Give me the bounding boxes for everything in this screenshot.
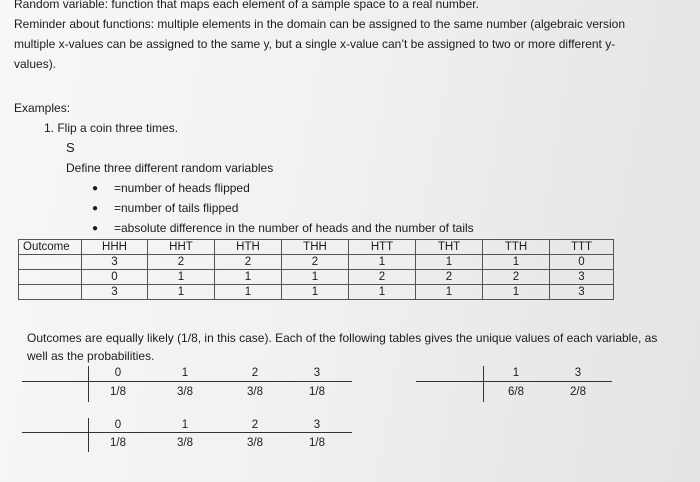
table-cell: 3: [550, 270, 614, 285]
bullet-marker: ●: [92, 183, 99, 194]
probabilities-line-1: Outcomes are equally likely (1/8, in this case). Each of the following tables gives the unique values of each variable, as: [27, 331, 658, 345]
table-cell: 1: [416, 255, 483, 270]
reminder-line-2: multiple x-values can be assigned to the same y, but a single x-value can’t be assigned to two or more different y-: [14, 37, 616, 51]
outcome-row-label: Outcome: [19, 240, 82, 255]
outcome-header: THH: [282, 240, 349, 255]
value-cell: 1: [512, 367, 520, 379]
outcome-header: HHT: [148, 240, 215, 255]
value-cell: 3: [574, 367, 582, 379]
table-cell: 0: [82, 270, 148, 285]
value-cell: 2: [251, 419, 259, 431]
bullet-marker: ●: [92, 223, 99, 234]
outcome-header: TTH: [483, 240, 550, 255]
divider: [22, 432, 352, 433]
sample-space-label: S: [66, 140, 75, 155]
outcome-table: [18, 239, 614, 300]
prob-cell: 1/8: [110, 386, 126, 398]
bullet-item-heads: =number of heads flipped: [114, 181, 250, 195]
prob-cell: 1/8: [309, 386, 325, 398]
table-cell: 2: [416, 270, 483, 285]
value-cell: 1: [181, 367, 189, 379]
value-cell: 3: [313, 367, 321, 379]
outcome-header: HTT: [349, 240, 416, 255]
example-item-1: 1. Flip a coin three times.: [44, 121, 179, 135]
table-row: [19, 240, 614, 255]
outcome-header: THT: [416, 240, 483, 255]
table-cell: 3: [550, 285, 614, 300]
divider: [88, 418, 89, 452]
prob-cell: 1/8: [110, 437, 126, 449]
prob-cell: 6/8: [508, 386, 524, 398]
definition-line: Random variable: function that maps each element of a sample space to a real number.: [14, 0, 479, 11]
divider: [88, 366, 89, 402]
table-cell: 2: [349, 270, 416, 285]
table-cell: 2: [148, 255, 215, 270]
table-cell: 1: [483, 285, 550, 300]
table-cell: [19, 285, 82, 300]
divider: [22, 381, 352, 382]
table-cell: [19, 270, 82, 285]
outcome-header: HTH: [215, 240, 282, 255]
bullet-marker: ●: [92, 203, 99, 214]
divider: [416, 381, 612, 382]
table-cell: 2: [483, 270, 550, 285]
prob-cell: 2/8: [570, 386, 586, 398]
value-cell: 1: [181, 419, 189, 431]
prob-cell: 3/8: [177, 386, 193, 398]
prob-cell: 3/8: [247, 386, 263, 398]
table-row: [19, 270, 614, 285]
table-cell: 1: [282, 270, 349, 285]
table-cell: 2: [215, 255, 282, 270]
prob-cell: 3/8: [177, 437, 193, 449]
bullet-item-tails: =number of tails flipped: [114, 201, 239, 215]
table-cell: 3: [82, 285, 148, 300]
probabilities-line-2: well as the probabilities.: [27, 349, 155, 363]
table-cell: 1: [215, 285, 282, 300]
value-cell: 0: [114, 367, 122, 379]
value-cell: 2: [251, 367, 259, 379]
table-row: [19, 285, 614, 300]
table-cell: 1: [349, 255, 416, 270]
divider: [483, 366, 484, 402]
outcome-header: HHH: [82, 240, 148, 255]
prob-cell: 3/8: [247, 437, 263, 449]
table-cell: 1: [416, 285, 483, 300]
examples-heading: Examples:: [14, 101, 71, 115]
table-cell: 1: [483, 255, 550, 270]
table-cell: 3: [82, 255, 148, 270]
bullet-item-difference: =absolute difference in the number of heads and the number of tails: [114, 221, 474, 235]
prob-cell: 1/8: [309, 437, 325, 449]
table-cell: 2: [282, 255, 349, 270]
table-cell: 1: [148, 285, 215, 300]
reminder-line-3: values).: [14, 57, 57, 71]
reminder-line-1: Reminder about functions: multiple elements in the domain can be assigned to the same number (algebraic version: [14, 17, 626, 31]
table-cell: 1: [349, 285, 416, 300]
table-cell: [19, 255, 82, 270]
table-row: [19, 255, 614, 270]
outcome-header: TTT: [550, 240, 614, 255]
value-cell: 3: [313, 419, 321, 431]
table-cell: 1: [282, 285, 349, 300]
table-cell: 1: [148, 270, 215, 285]
table-cell: 1: [215, 270, 282, 285]
value-cell: 0: [114, 419, 122, 431]
table-cell: 0: [550, 255, 614, 270]
define-line: Define three different random variables: [66, 161, 274, 175]
